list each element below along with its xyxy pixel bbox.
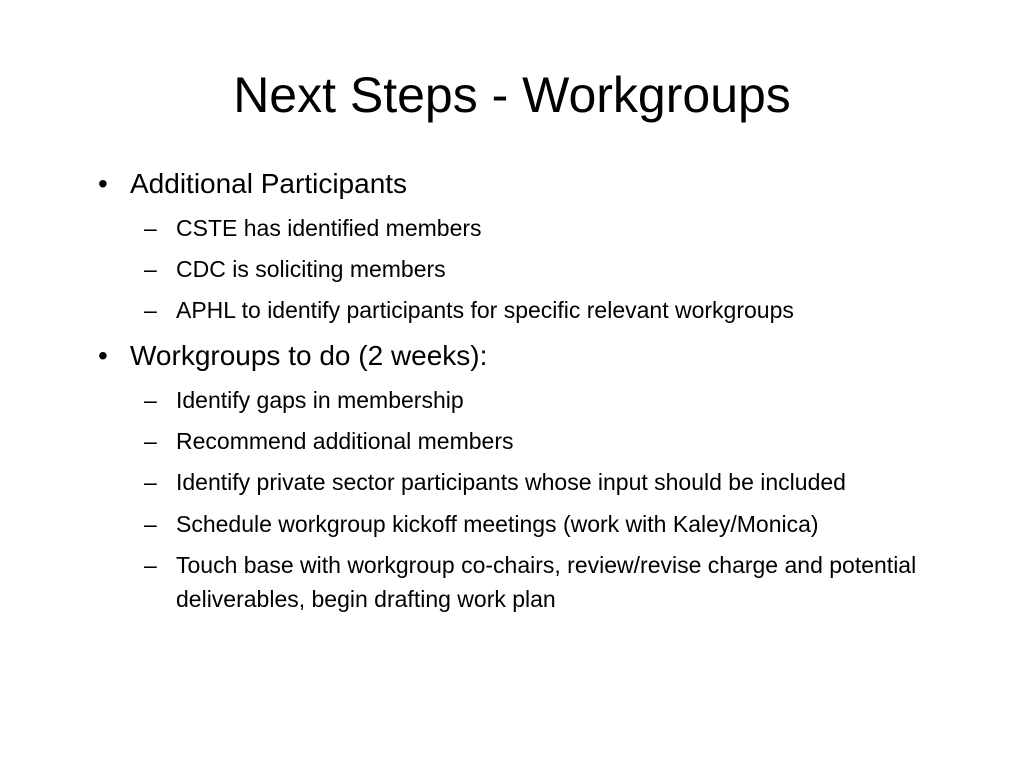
sub-item <box>144 548 976 616</box>
dash-icon: – <box>144 511 157 537</box>
sub-item <box>144 383 976 417</box>
sub-item-text: Identify private sector participants whose input should be included <box>176 469 846 495</box>
sub-item <box>144 252 976 286</box>
dash-icon: – <box>144 215 157 241</box>
dash-icon: – <box>144 387 157 413</box>
sub-item-text: CSTE has identified members <box>176 215 482 241</box>
sub-item-text: Identify gaps in membership <box>176 387 464 413</box>
dash-icon: – <box>144 552 157 578</box>
bullet-text: Additional Participants <box>130 168 408 199</box>
sub-item-text: Schedule workgroup kickoff meetings (work with Kaley/Monica) <box>176 511 819 537</box>
bullet-text: Workgroups to do (2 weeks): <box>130 340 488 371</box>
dash-icon: – <box>144 297 157 323</box>
sub-item-text: Touch base with workgroup co-chairs, review/revise charge and potential deliverables, begin drafting work plan <box>176 552 917 612</box>
dash-icon: – <box>144 469 157 495</box>
sub-item <box>144 293 976 327</box>
bullet-icon: • <box>98 340 108 371</box>
sub-item-text: APHL to identify participants for specific relevant workgroups <box>176 297 794 323</box>
bullet-icon: • <box>98 168 108 199</box>
sub-item <box>144 507 976 541</box>
sub-item <box>144 465 976 499</box>
bullet-item-additional-participants <box>98 166 408 202</box>
bullet-item-workgroups-to-do <box>98 338 488 374</box>
sub-item-text: CDC is soliciting members <box>176 256 446 282</box>
sub-item <box>144 424 976 458</box>
sub-item-text: Recommend additional members <box>176 428 514 454</box>
dash-icon: – <box>144 428 157 454</box>
dash-icon: – <box>144 256 157 282</box>
slide-title: Next Steps - Workgroups <box>233 67 791 123</box>
sub-item <box>144 211 976 245</box>
